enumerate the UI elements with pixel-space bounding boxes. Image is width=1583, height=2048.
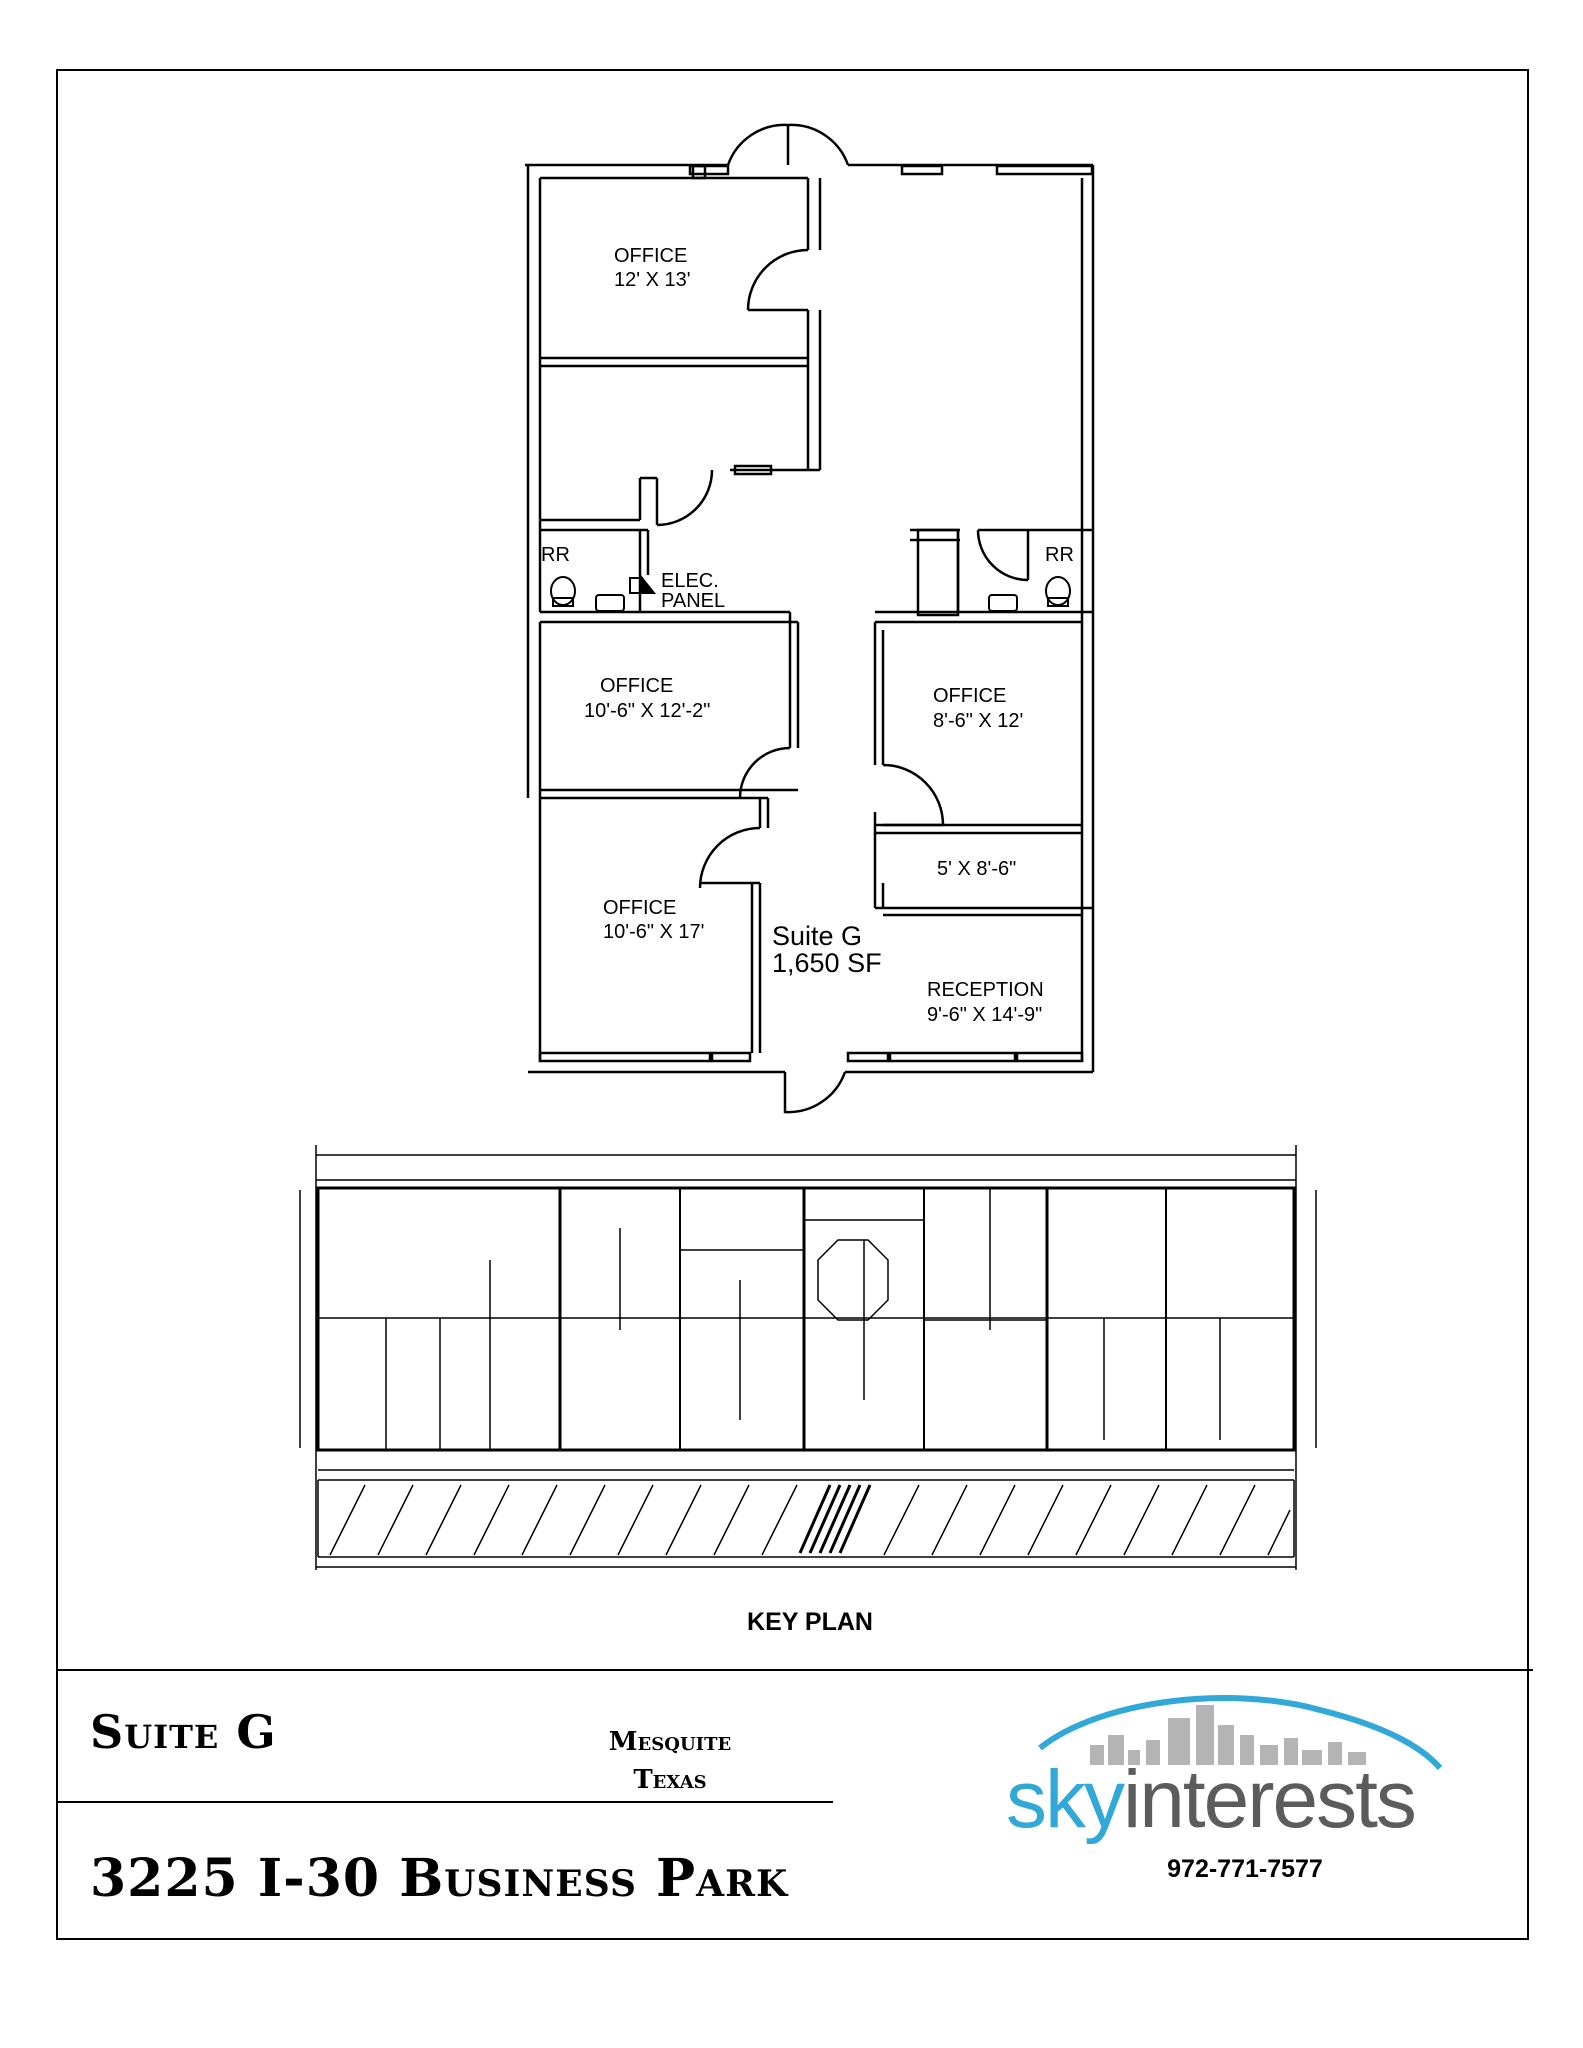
logo-interests: interests: [1123, 1754, 1415, 1845]
suite-title: Suite G: [90, 1705, 277, 1759]
company-logo: [1006, 1753, 1466, 1847]
logo-sky: sky: [1006, 1754, 1123, 1845]
room-label-reception: RECEPTION: [927, 979, 1044, 1001]
elec-panel-label-1: ELEC.: [661, 570, 719, 592]
property-title: 3225 I-30 Business Park: [90, 1848, 789, 1909]
room-label-office-2: OFFICE: [600, 675, 674, 697]
state-label: Texas: [633, 1765, 707, 1795]
room-size-office-4: 10'-6" X 17': [603, 921, 705, 943]
rr-right-label: RR: [1045, 544, 1074, 566]
phone-number: 972-771-7577: [1167, 1855, 1323, 1883]
room-label-office-3: OFFICE: [933, 685, 1007, 707]
elec-panel-label-2: PANEL: [661, 590, 726, 612]
suite-area-label: 1,650 SF: [772, 948, 882, 978]
room-size-office-3: 8'-6" X 12': [933, 710, 1024, 732]
key-plan-label: KEY PLAN: [747, 1608, 873, 1636]
city-label: Mesquite: [608, 1727, 732, 1757]
rr-left-label: RR: [541, 544, 570, 566]
room-size-office-1: 12' X 13': [614, 269, 691, 291]
room-label-office-1: OFFICE: [614, 245, 688, 267]
room-size-reception: 9'-6" X 14'-9": [927, 1004, 1043, 1026]
suite-name-label: Suite G: [772, 921, 863, 951]
room-size-office-2: 10'-6" X 12'-2": [584, 700, 711, 722]
room-label-office-4: OFFICE: [603, 897, 677, 919]
room-size-closet: 5' X 8'-6": [937, 858, 1017, 880]
